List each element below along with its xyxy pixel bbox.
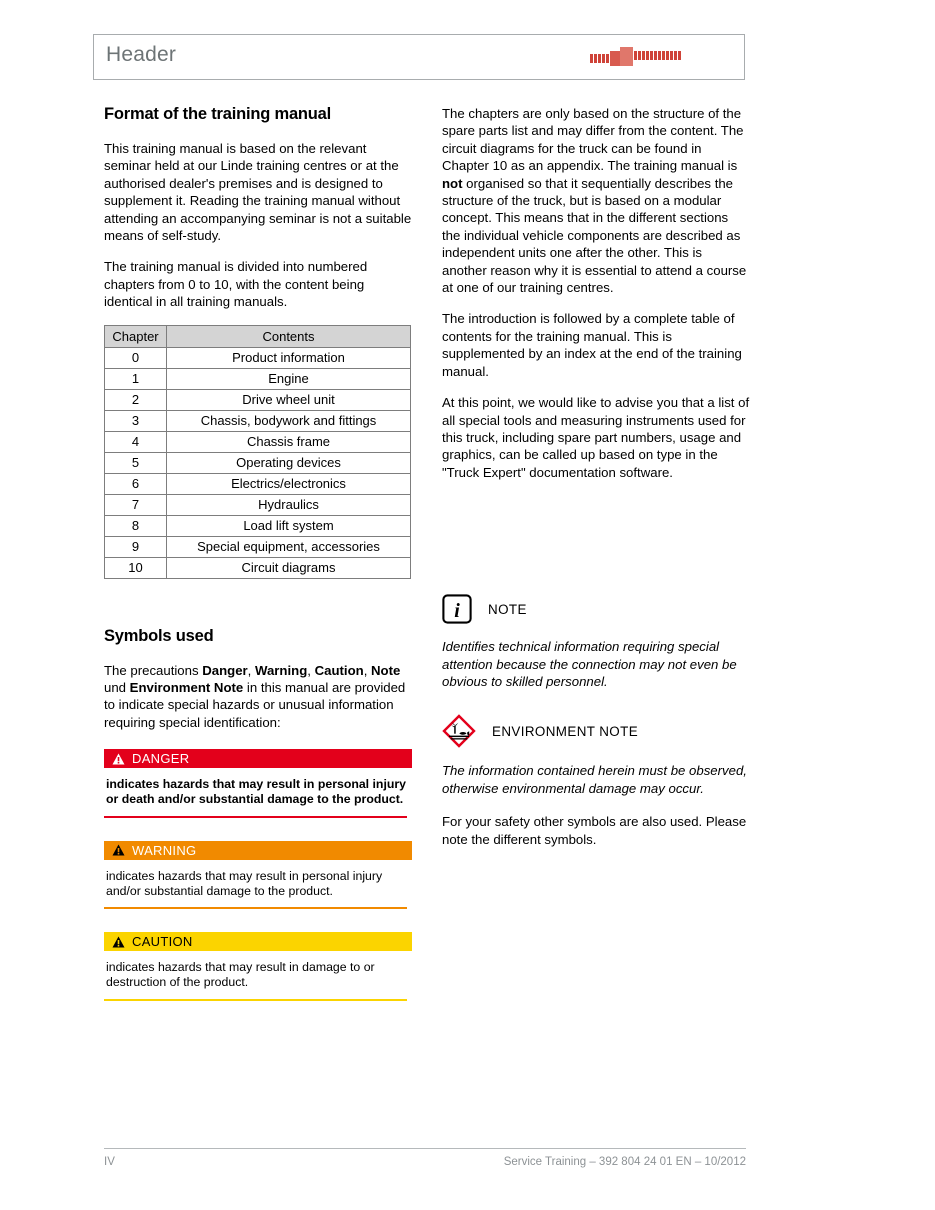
table-row xyxy=(105,431,411,452)
cell-chapter-contents: Electrics/electronics xyxy=(167,473,411,494)
environment-note-caption: ENVIRONMENT NOTE xyxy=(492,723,639,739)
table-row xyxy=(105,347,411,368)
cell-chapter-number: 4 xyxy=(105,431,167,452)
keyword-environment-note: Environment Note xyxy=(129,680,244,696)
paragraph-manual-chapters: The training manual is divided into numbered chapters from 0 to 10, with the content being identical in all training manuals. xyxy=(104,259,368,310)
alert-warning-label: WARNING xyxy=(132,842,197,858)
cell-chapter-number: 0 xyxy=(105,347,167,368)
cell-chapter-number: 8 xyxy=(105,515,167,536)
warning-triangle-icon xyxy=(112,936,125,948)
chapters-table-body xyxy=(105,347,411,578)
alert-caution-label: CAUTION xyxy=(132,934,193,950)
left-column xyxy=(104,105,412,1001)
note-caption: NOTE xyxy=(488,601,527,617)
environment-note-body: The information contained herein must be observed, otherwise environmental damage may occur. xyxy=(442,763,747,796)
alert-warning-bar xyxy=(104,841,412,860)
alert-danger-body: indicates hazards that may result in personal injury or death and/or substantial damage to the product. xyxy=(106,777,406,807)
alert-danger-bar xyxy=(104,749,412,768)
paragraph-chapter-structure xyxy=(442,105,750,296)
cell-chapter-number: 5 xyxy=(105,452,167,473)
column-header-contents: Contents xyxy=(167,325,411,347)
table-row xyxy=(105,389,411,410)
alert-caution-body: indicates hazards that may result in damage to or destruction of the product. xyxy=(106,960,375,990)
cell-chapter-number: 3 xyxy=(105,410,167,431)
table-row xyxy=(105,557,411,578)
section-title-symbols: Symbols used xyxy=(104,626,214,645)
intro-text-part: , xyxy=(247,662,255,678)
cell-chapter-number: 2 xyxy=(105,389,167,410)
page-header-box xyxy=(93,34,745,80)
keyword-danger: Danger xyxy=(202,662,248,678)
cell-chapter-contents: Drive wheel unit xyxy=(167,389,411,410)
cell-chapter-number: 7 xyxy=(105,494,167,515)
cell-chapter-contents: Chassis frame xyxy=(167,431,411,452)
cell-chapter-number: 6 xyxy=(105,473,167,494)
cell-chapter-contents: Load lift system xyxy=(167,515,411,536)
paragraph-introduction-index: The introduction is followed by a complete table of contents for the training manual. This is supplemented by an index at the end of the training manual. xyxy=(442,311,742,379)
alert-caution xyxy=(104,932,412,1000)
footer-page-number: IV xyxy=(104,1156,115,1168)
intro-text-part: , xyxy=(307,662,315,678)
intro-text-part: The precautions xyxy=(104,662,203,678)
svg-text:i: i xyxy=(454,600,460,623)
emphasis-not: not xyxy=(442,175,463,191)
note-body: Identifies technical information requiring special attention because the connection may not even be obvious to skilled personnel. xyxy=(442,639,737,689)
cell-chapter-contents: Chassis, bodywork and fittings xyxy=(167,410,411,431)
cell-chapter-number: 1 xyxy=(105,368,167,389)
table-row xyxy=(105,410,411,431)
environment-hazard-diamond-icon xyxy=(442,714,476,748)
warning-triangle-icon xyxy=(112,844,125,856)
info-i-icon xyxy=(442,594,472,624)
table-row xyxy=(105,473,411,494)
linde-logo xyxy=(590,45,682,71)
footer-divider xyxy=(104,1148,746,1149)
table-row xyxy=(105,368,411,389)
intro-text-part: in this manual are provided to indicate special hazards or unusual information requiring special identification: xyxy=(104,680,406,730)
keyword-note: Note xyxy=(371,662,401,678)
column-header-chapter: Chapter xyxy=(105,325,167,347)
keyword-warning: Warning xyxy=(255,662,308,678)
intro-text-part: , xyxy=(363,662,372,678)
note-header xyxy=(442,594,750,624)
cell-chapter-contents: Circuit diagrams xyxy=(167,557,411,578)
paragraph-part-pre: The chapters are only based on the structure of the spare parts list and may differ from the content. The circuit diagrams for the truck can be found in Chapter 10 as an appendix. The training manual is xyxy=(442,106,744,174)
paragraph-manual-basis: This training manual is based on the relevant seminar held at our Linde training centres or at the authorised dealer's premises and is designed to supplement it. Reading the training manual without attending an accompanying seminar is not a suitable means of self-study. xyxy=(104,141,412,244)
alert-danger xyxy=(104,749,412,817)
alert-danger-label: DANGER xyxy=(132,751,190,767)
table-row xyxy=(105,452,411,473)
cell-chapter-contents: Hydraulics xyxy=(167,494,411,515)
environment-note-header xyxy=(442,714,750,748)
table-row xyxy=(105,536,411,557)
paragraph-truck-expert: At this point, we would like to advise you that a list of all special tools and measuring instruments used for this truck, including spare part numbers, usage and graphics, can be called up based on type in the "Truck Expert" documentation software. xyxy=(442,395,750,480)
page-header-title: Header xyxy=(106,43,177,66)
alert-caution-bar xyxy=(104,932,412,951)
footer-reference: Service Training – 392 804 24 01 EN – 10/2012 xyxy=(503,1156,746,1168)
paragraph-other-symbols: For your safety other symbols are also used. Please note the different symbols. xyxy=(442,814,747,847)
chapters-table xyxy=(104,325,411,579)
cell-chapter-contents: Product information xyxy=(167,347,411,368)
table-row xyxy=(105,494,411,515)
alert-warning xyxy=(104,841,412,909)
cell-chapter-contents: Special equipment, accessories xyxy=(167,536,411,557)
cell-chapter-number: 10 xyxy=(105,557,167,578)
section-title-format: Format of the training manual xyxy=(104,105,332,123)
alert-warning-body: indicates hazards that may result in personal injury and/or substantial damage to the product. xyxy=(106,868,383,898)
right-column xyxy=(442,105,750,848)
warning-triangle-icon xyxy=(112,753,125,765)
table-header-row xyxy=(105,325,411,347)
table-row xyxy=(105,515,411,536)
cell-chapter-contents: Engine xyxy=(167,368,411,389)
keyword-caution: Caution xyxy=(314,662,364,678)
cell-chapter-contents: Operating devices xyxy=(167,452,411,473)
paragraph-symbols-intro xyxy=(104,662,412,732)
intro-text-part: und xyxy=(104,680,130,696)
paragraph-part-post: organised so that it sequentially describes the structure of the truck, but is based on a modular concept. This means that in the different sections the individual vehicle components are described as independent units one after the other. This is another reason why it is essential to attend a course at one of our training centres. xyxy=(442,175,747,296)
alert-caution-rule xyxy=(104,999,407,1001)
cell-chapter-number: 9 xyxy=(105,536,167,557)
